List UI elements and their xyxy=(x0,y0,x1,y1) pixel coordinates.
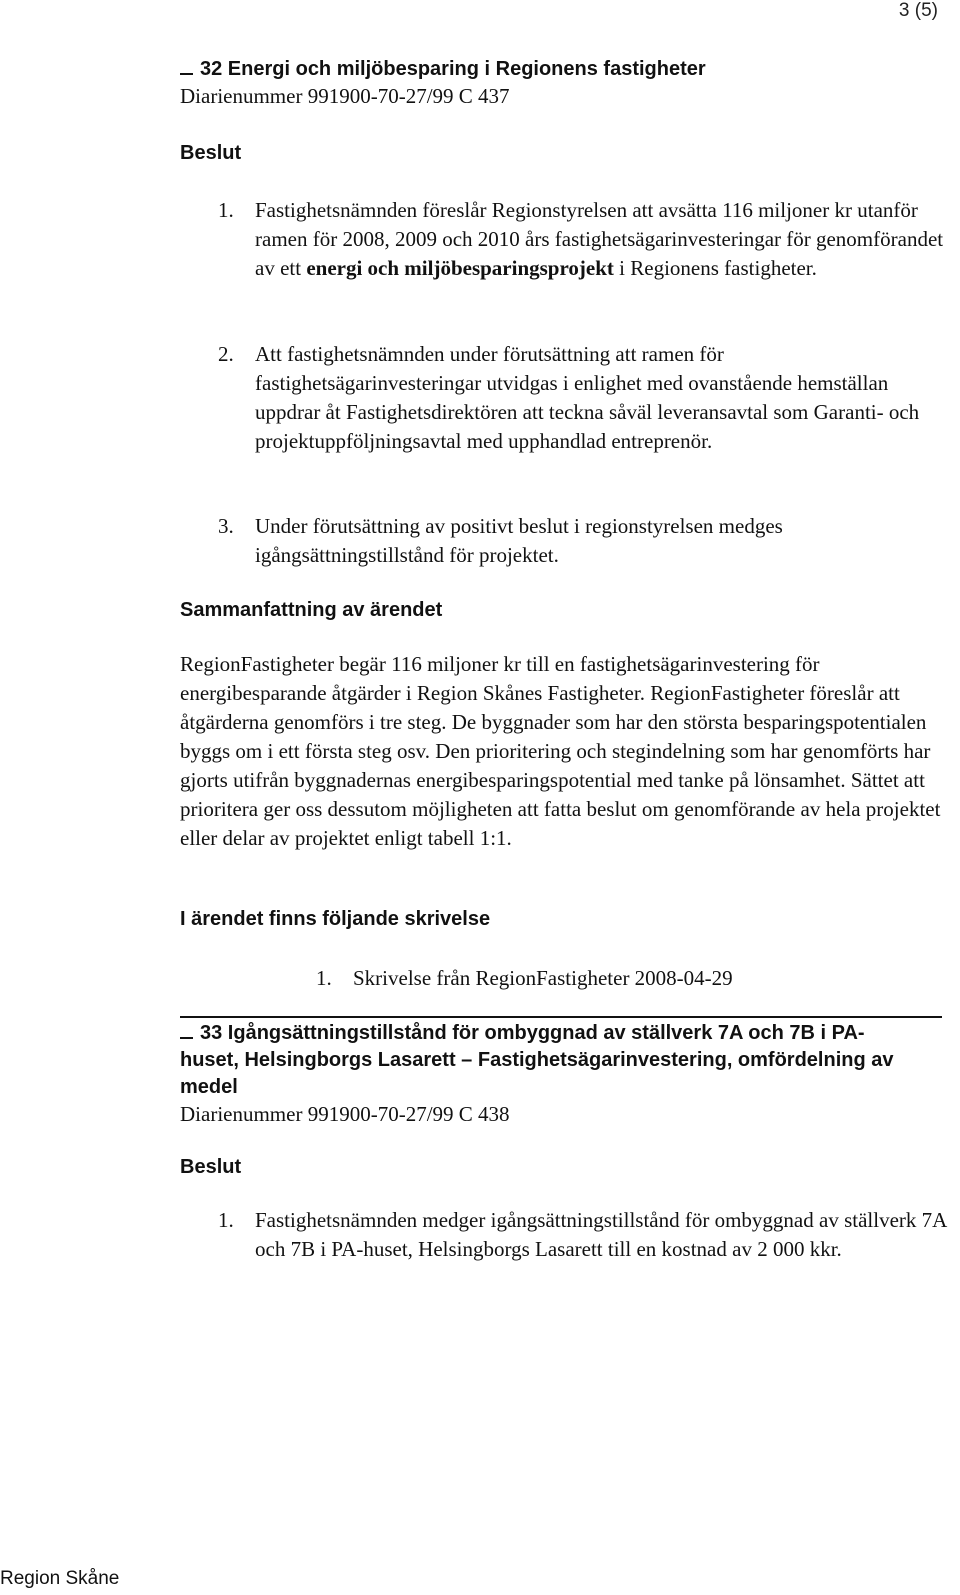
section-33-beslut-heading: Beslut xyxy=(180,1156,242,1178)
page-number: 3 (5) xyxy=(898,0,938,21)
footer-organization: Region Skåne xyxy=(0,1568,120,1589)
item-number: 1. xyxy=(218,198,234,222)
section-32-decision-3 xyxy=(218,512,948,570)
section-32-decision-2 xyxy=(218,340,948,456)
item-text: Fastighetsnämnden medger igångsättningstillstånd för ombyggnad av ställverk 7A och 7B i PA-huset, Helsingborgs Lasarett till en kostnad av 2 000 kkr. xyxy=(255,1208,947,1261)
document-list-item xyxy=(316,964,733,993)
summary-text: RegionFastigheter begär 116 miljoner kr till en fastighetsägarinvestering för energibesparande åtgärder i Region Skånes Fastigheter. RegionFastigheter föreslår att åtgärderna genomförs i tre steg. De byggnader som har den största besparingspotentialen byggs om i ett första steg osv. Den prioritering och stegindelning som har genomförts har gjorts utifrån byggnadernas energibesparingspotential med tanke på lönsamhet. Sättet att prioritera ger oss dessutom möjligheten att fatta beslut om genomförande av hela projektet eller delar av projektet enligt tabell 1:1. xyxy=(180,652,941,850)
summary-heading: Sammanfattning av ärendet xyxy=(180,599,443,621)
section-33-decision-1 xyxy=(218,1206,948,1264)
section-32-beslut-heading: Beslut xyxy=(180,142,242,164)
item-number: 2. xyxy=(218,342,234,366)
section-33-diarienummer: Diarienummer 991900-70-27/99 C 438 xyxy=(180,1102,510,1126)
section-32-diarienummer: Diarienummer 991900-70-27/99 C 437 xyxy=(180,84,510,108)
section-33-title: 33 Igångsättningstillstånd för ombyggnad av ställverk 7A och 7B i PA-huset, Helsingborgs Lasarett – Fastighetsägarinvestering, omfördelning av medel xyxy=(180,1022,894,1098)
section-divider xyxy=(180,1016,942,1018)
item-text: Skrivelse från RegionFastigheter 2008-04-29 xyxy=(353,966,733,990)
item-text: Under förutsättning av positivt beslut i regionstyrelsen medges igångsättningstillstånd för projektet. xyxy=(255,514,783,567)
item-number: 1. xyxy=(316,966,332,990)
documents-heading: I ärendet finns följande skrivelse xyxy=(180,908,491,930)
item-text: Fastighetsnämnden föreslår Regionstyrelsen att avsätta 116 miljoner kr utanför ramen för 2008, 2009 och 2010 års fastighetsägarinvesteringar för genomförandet av ett energi och miljöbesparingsprojekt i Regionens fastigheter. xyxy=(255,198,944,280)
item-number: 3. xyxy=(218,514,234,538)
section-32-decision-1 xyxy=(218,196,948,283)
item-text: Att fastighetsnämnden under förutsättning att ramen för fastighetsägarinvesteringar utvidgas i enlighet med ovanstående hemställan uppdrar åt Fastighetsdirektören att teckna såväl leveransavtal som Garanti- och projektuppföljningsavtal med upphandlad entreprenör. xyxy=(255,342,920,453)
item-number: 1. xyxy=(218,1208,234,1232)
section-32-title: 32 Energi och miljöbesparing i Regionens fastigheter xyxy=(200,58,706,80)
